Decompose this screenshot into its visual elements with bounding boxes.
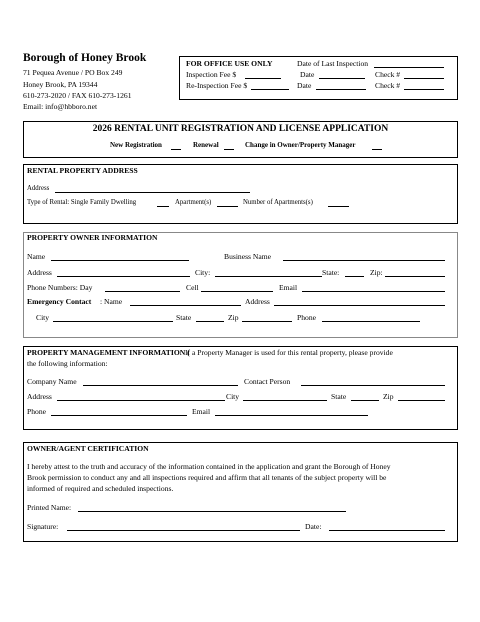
emergency-phone-field[interactable] <box>322 321 420 322</box>
emergency-state-label: State <box>176 313 192 322</box>
owner-city-field[interactable] <box>215 276 322 277</box>
new-registration-checkbox[interactable] <box>171 149 181 150</box>
check-field-1[interactable] <box>404 78 444 79</box>
owner-address-label: Address <box>27 268 52 277</box>
owner-name-field[interactable] <box>51 260 189 261</box>
check-label-1: Check # <box>375 70 401 79</box>
emergency-contact-label: Emergency Contact <box>27 297 92 306</box>
management-city-label: City <box>226 392 240 401</box>
owner-city-label: City: <box>195 268 211 277</box>
certification-text-1: I hereby attest to the truth and accuracy of the information contained in the application and grant the Borough of Honey <box>27 462 391 471</box>
apartments-field[interactable] <box>217 206 238 207</box>
management-intro-1: If a Property Manager is used for this rental property, please provide <box>185 348 393 357</box>
form-title: 2026 RENTAL UNIT REGISTRATION AND LICENSE APPLICATION <box>92 124 389 134</box>
emergency-state-field[interactable] <box>196 321 224 322</box>
owner-email-field[interactable] <box>302 291 445 292</box>
rental-address-label: Address <box>27 185 50 192</box>
owner-name-label: Name <box>27 252 46 261</box>
printed-name-field[interactable] <box>78 511 346 512</box>
management-zip-field[interactable] <box>398 400 445 401</box>
borough-email: Email: info@hbboro.net <box>23 102 98 111</box>
business-name-label: Business Name <box>224 252 272 261</box>
last-inspection-field[interactable] <box>374 67 444 68</box>
business-name-field[interactable] <box>283 260 445 261</box>
management-heading: PROPERTY MANAGEMENT INFORMATION ( <box>27 348 190 357</box>
phone-day-label: Phone Numbers: Day <box>27 283 93 292</box>
borough-phone: 610-273-2020 / FAX 610-273-1261 <box>23 91 132 100</box>
certification-text-2: Brook permission to conduct any and all inspections required and affirm that all tenants of the subject property will be <box>27 473 387 482</box>
certification-heading: OWNER/AGENT CERTIFICATION <box>27 444 149 453</box>
emergency-address-field[interactable] <box>274 305 445 306</box>
owner-zip-label: Zip: <box>370 268 383 277</box>
borough-address-1: 71 Pequea Avenue / PO Box 249 <box>23 68 123 77</box>
company-name-field[interactable] <box>83 385 238 386</box>
rental-address-heading: RENTAL PROPERTY ADDRESS <box>27 166 138 175</box>
date-label-1: Date <box>300 70 315 79</box>
management-city-field[interactable] <box>243 400 327 401</box>
company-name-label: Company Name <box>27 377 77 386</box>
office-use-title: FOR OFFICE USE ONLY <box>186 59 273 68</box>
owner-address-field[interactable] <box>57 276 190 277</box>
contact-person-field[interactable] <box>301 385 445 386</box>
signature-field[interactable] <box>67 530 300 531</box>
cell-field[interactable] <box>201 291 273 292</box>
emergency-zip-field[interactable] <box>242 321 292 322</box>
owner-zip-field[interactable] <box>385 276 445 277</box>
printed-name-label: Printed Name: <box>27 503 72 512</box>
date-label-2: Date <box>297 81 312 90</box>
borough-name: Borough of Honey Brook <box>23 52 147 64</box>
emergency-city-field[interactable] <box>53 321 173 322</box>
emergency-zip-label: Zip <box>228 313 239 322</box>
emergency-phone-label: Phone <box>297 313 316 322</box>
owner-state-field[interactable] <box>345 276 364 277</box>
inspection-fee-label: Inspection Fee $ <box>186 70 237 79</box>
contact-person-label: Contact Person <box>244 377 291 386</box>
emergency-address-label: Address <box>245 297 270 306</box>
check-label-2: Check # <box>375 81 401 90</box>
management-intro-2: the following information: <box>27 359 108 368</box>
single-family-field[interactable] <box>157 206 169 207</box>
phone-day-field[interactable] <box>105 291 180 292</box>
management-phone-field[interactable] <box>51 415 187 416</box>
rental-address-field[interactable] <box>55 192 250 193</box>
reinspection-fee-label: Re-Inspection Fee $ <box>186 81 248 90</box>
management-zip-label: Zip <box>383 392 394 401</box>
management-state-label: State <box>331 392 347 401</box>
num-apartments-label: Number of Apartments(s) <box>243 199 313 206</box>
inspection-fee-field[interactable] <box>245 78 281 79</box>
emergency-name-label: : Name <box>100 297 123 306</box>
management-phone-label: Phone <box>27 407 46 416</box>
management-email-label: Email <box>192 407 211 416</box>
change-checkbox[interactable] <box>372 149 382 150</box>
cell-label: Cell <box>186 283 199 292</box>
change-label: Change in Owner/Property Manager <box>245 141 356 149</box>
owner-state-label: State: <box>322 268 340 277</box>
owner-email-label: Email <box>279 283 298 292</box>
emergency-city-label: City <box>36 313 50 322</box>
owner-heading: PROPERTY OWNER INFORMATION <box>27 233 158 242</box>
management-email-field[interactable] <box>215 415 368 416</box>
last-inspection-label: Date of Last Inspection <box>297 59 369 68</box>
certification-text-3: informed of required and scheduled inspections. <box>27 484 174 493</box>
new-registration-label: New Registration <box>110 141 162 149</box>
date-label: Date: <box>305 522 322 531</box>
borough-address-2: Honey Brook, PA 19344 <box>23 80 98 89</box>
date-field-2[interactable] <box>316 89 366 90</box>
num-apartments-field[interactable] <box>328 206 349 207</box>
check-field-2[interactable] <box>404 89 444 90</box>
signature-label: Signature: <box>27 522 59 531</box>
type-of-rental-label: Type of Rental: Single Family Dwelling <box>27 199 137 206</box>
renewal-label: Renewal <box>193 141 219 149</box>
management-state-field[interactable] <box>351 400 379 401</box>
management-address-label: Address <box>27 392 52 401</box>
date-field[interactable] <box>329 530 445 531</box>
apartments-label: Apartment(s) <box>175 199 212 206</box>
emergency-name-field[interactable] <box>130 305 241 306</box>
reinspection-fee-field[interactable] <box>251 89 289 90</box>
management-address-field[interactable] <box>57 400 225 401</box>
renewal-checkbox[interactable] <box>224 149 234 150</box>
date-field-1[interactable] <box>319 78 365 79</box>
